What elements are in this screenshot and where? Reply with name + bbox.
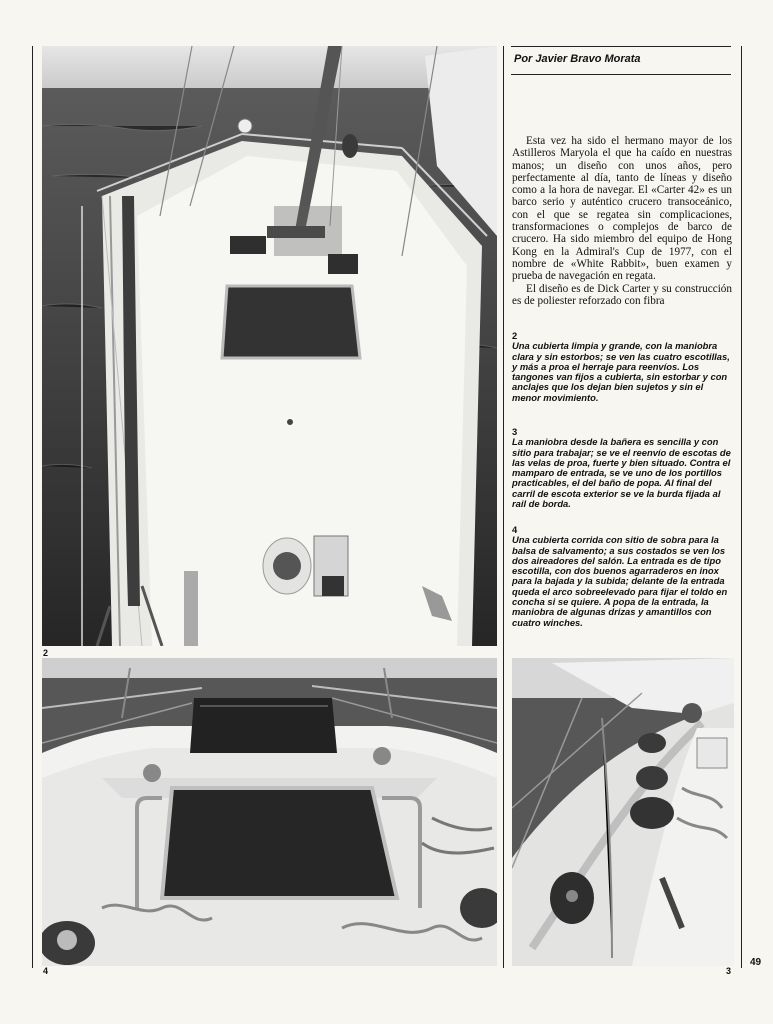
- caption-text: La maniobra desde la bañera es sencilla y con sitio para trabajar; se ve el reenvío de escotas de las velas de proa, fuerte y bien situado. Contra el mamparo de entrada, se ve uno de los portillos practicables, el del baño de popa. Al final del carril de escota exterior se ve la burda fijada al rail de borda.: [512, 436, 731, 510]
- left-margin-rule: [32, 46, 33, 968]
- caption-text: Una cubierta corrida con sitio de sobra para la balsa de salvamento; a sus costados se ven los dos aireadores del salón. La entrada es de tipo escotilla, con dos buenos agarraderos en inox para la bajada y la subida; delante de la entrada queda el arco sobreelevado para fijar el toldo en concha si se quiere. A popa de la entrada, la maniobra de algunas drizas y amantillos con cuatro winches.: [512, 534, 728, 628]
- caption-3: [512, 427, 732, 509]
- photo-label-top: 2: [43, 648, 49, 658]
- right-margin-rule: [741, 46, 742, 968]
- caption-4: [512, 525, 732, 628]
- caption-text: Una cubierta limpia y grande, con la maniobra clara y sin estorbos; se ven las cuatro escotillas, y más a proa el herraje para reenvíos. Los tangones van fijos a cubierta, sin estorbar y con anclajes que los dejan bien sujetos y sin el menor movimiento.: [512, 340, 730, 403]
- caption-number: 2: [512, 330, 518, 341]
- article-body: [512, 135, 732, 307]
- photo-cockpit: [512, 658, 734, 966]
- caption-number: 4: [512, 524, 518, 535]
- byline-rule-bottom: [511, 74, 731, 75]
- photo-label-bottom-right: 3: [726, 966, 732, 976]
- caption-number: 3: [512, 426, 518, 437]
- page-number: 49: [750, 957, 762, 968]
- photo-companionway: [42, 658, 497, 966]
- caption-2: [512, 331, 732, 403]
- photo-deck-overview: [42, 46, 497, 646]
- body-paragraph-1: Esta vez ha sido el hermano mayor de los Astilleros Maryola el que ha caído en nuestras manos; un diseño con unos años, pero perfectamente al día, tanto de líneas y diseño como a la hora de navegar. El «Carter 42» es un barco serio y auténtico crucero transoceánico, con el que se regatea sin complicaciones, transformaciones o complejos de barco de crucero. Ha sido miembro del equipo de Hong Kong en la Admiral's Cup de 1977, con el nombre de «White Rabbit», buen examen y prueba de navegación en regata.: [512, 135, 732, 283]
- body-paragraph-2: El diseño es de Dick Carter y su construcción es de poliester reforzado con fibra: [512, 282, 732, 307]
- byline-rule-top: [511, 46, 731, 47]
- center-rule: [503, 46, 504, 968]
- photo-label-bottom-left: 4: [43, 966, 49, 976]
- author-byline: Por Javier Bravo Morata: [514, 53, 641, 65]
